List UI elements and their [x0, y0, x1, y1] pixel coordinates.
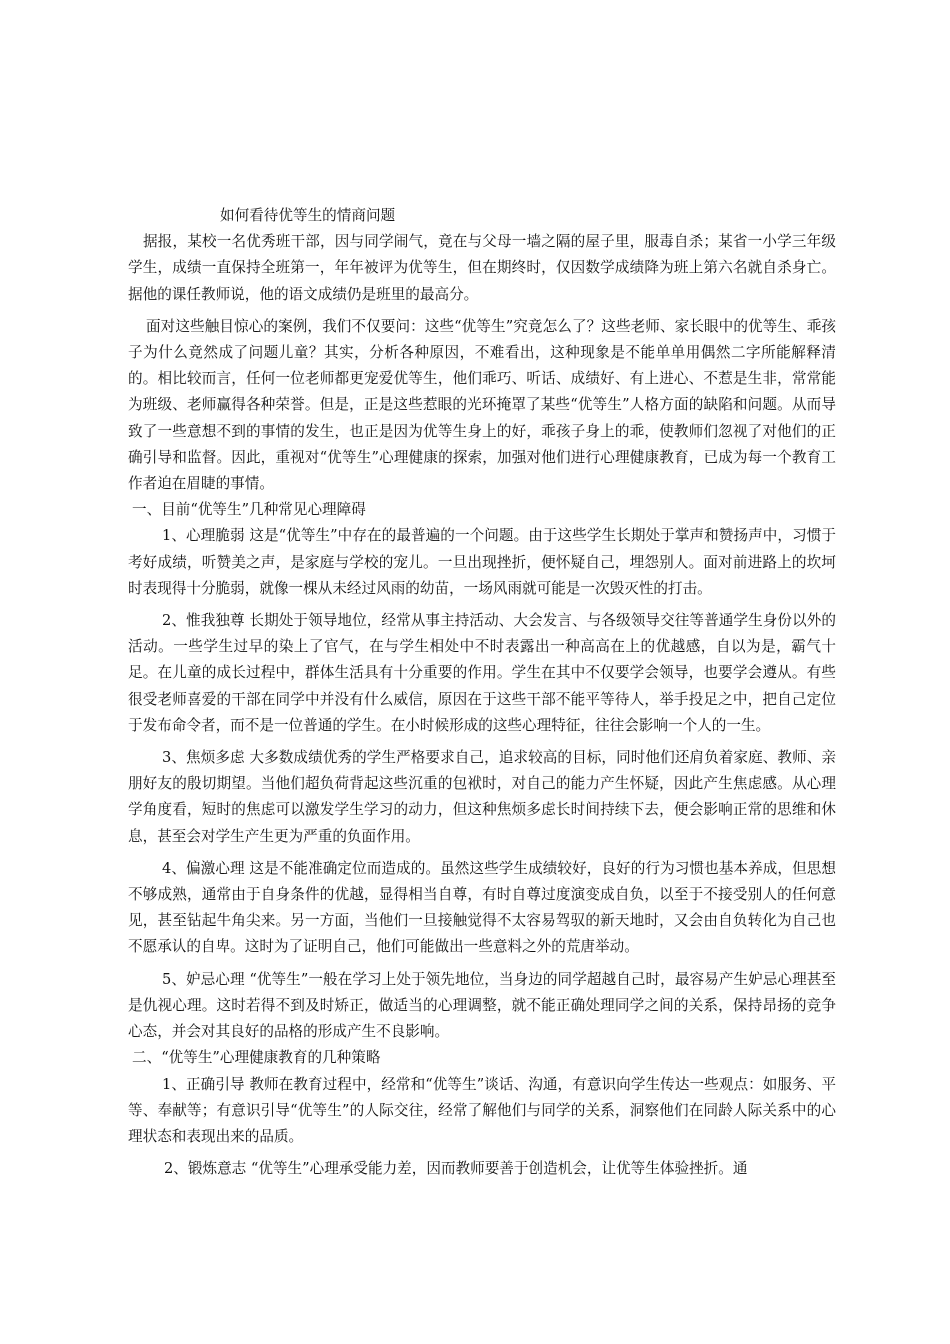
list-item: 2、惟我独尊 长期处于领导地位，经常从事主持活动、大会发言、与各级领导交往等普通学生身份以外的活动。一些学生过早的染上了官气，在与学生相处中不时表露出一种高高在上的优越感，自以为是，霸气十足。在儿童的成长过程中，群体生活具有十分重要的作用。学生在其中不仅要学会领导，也要学会遵从。有些很受老师喜爱的干部在同学中并没有什么威信，原因在于这些干部不能平等待人，举手投足之中，把自己定位于发布命令者，而不是一位普通的学生。在小时候形成的这些心理特征，往往会影响一个人的一生。	[128, 612, 836, 734]
document-page	[128, 203, 836, 1182]
document-title: 如何看待优等生的情商问题	[220, 207, 396, 224]
list-item: 4、偏激心理 这是不能准确定位而造成的。虽然这些学生成绩较好，良好的行为习惯也基本养成，但思想不够成熟，通常由于自身条件的优越，显得相当自尊，有时自尊过度演变成自负，以至于不接受别人的任何意见，甚至钻起牛角尖来。另一方面，当他们一旦接触觉得不太容易驾驭的新天地时，又会由自负转化为自己也不愿承认的自卑。这时为了证明自己，他们可能做出一些意料之外的荒唐举动。	[128, 859, 836, 956]
list-item: 3、焦烦多虑 大多数成绩优秀的学生严格要求自己，追求较高的目标，同时他们还肩负着家庭、教师、亲朋好友的殷切期望。当他们超负荷背起这些沉重的包袱时，对自己的能力产生怀疑，因此产生焦虑感。从心理学角度看，短时的焦虑可以激发学生学习的动力，但这种焦烦多虑长时间持续下去，便会影响正常的思维和休息，甚至会对学生产生更为严重的负面作用。	[128, 749, 836, 845]
analysis-paragraph: 面对这些触目惊心的案例，我们不仅要问：这些“优等生”究竟怎么了？这些老师、家长眼中的优等生、乖孩子为什么竟然成了问题儿童？其实，分析各种原因，不难看出，这种现象是不能单单用偶然二字所能解释清的。相比较而言，任何一位老师都更宠爱优等生，他们乖巧、听话、成绩好、有上进心、不惹是生非，常常能为班级、老师赢得各种荣誉。但是，正是这些惹眼的光环掩罩了某些“优等生”人格方面的缺陷和问题。从而导致了一些意想不到的事情的发生，也正是因为优等生身上的好，乖孩子身上的乖，使教师们忽视了对他们的正确引导和监督。因此，重视对“优等生”心理健康的探索，加强对他们进行心理健康教育，已成为每一个教育工作者迫在眉睫的事情。	[128, 317, 836, 493]
list-item: 2、锻炼意志 “优等生”心理承受能力差，因而教师要善于创造机会，让优等生体验挫折。通	[164, 1160, 748, 1178]
intro-paragraph: 据报，某校一名优秀班干部，因与同学闹气，竟在与父母一墙之隔的屋子里，服毒自杀；某省一小学三年级学生，成绩一直保持全班第一，年年被评为优等生，但在期终时，仅因数学成绩降为班上第六名就自杀身亡。据他的课任教师说，他的语文成绩仍是班里的最高分。	[128, 233, 836, 303]
section-heading-1: 一、目前“优等生”几种常见心理障碍	[132, 501, 366, 519]
list-item: 1、正确引导 教师在教育过程中，经常和“优等生”谈话、沟通，有意识向学生传达一些观点：如服务、平等、奉献等；有意识引导“优等生”的人际交往，经常了解他们与同学的关系，洞察他们在同龄人际关系中的心理状态和表现出来的品质。	[128, 1075, 836, 1145]
list-item: 1、心理脆弱 这是“优等生”中存在的最普遍的一个问题。由于这些学生长期处于掌声和赞扬声中，习惯于考好成绩，听赞美之声，是家庭与学校的宠儿。一旦出现挫折，便怀疑自己，埋怨别人。面对前进路上的坎坷时表现得十分脆弱，就像一棵从未经过风雨的幼苗，一场风雨就可能是一次毁灭性的打击。	[128, 527, 836, 597]
list-item: 5、妒忌心理 “优等生”一般在学习上处于领先地位，当身边的同学超越自己时，最容易产生妒忌心理甚至是仇视心理。这时若得不到及时矫正，做适当的心理调整，就不能正确处理同学之间的关系，保持昂扬的竞争心态，并会对其良好的品格的形成产生不良影响。	[128, 970, 836, 1041]
section-heading-2: 二、“优等生”心理健康教育的几种策略	[132, 1049, 381, 1067]
